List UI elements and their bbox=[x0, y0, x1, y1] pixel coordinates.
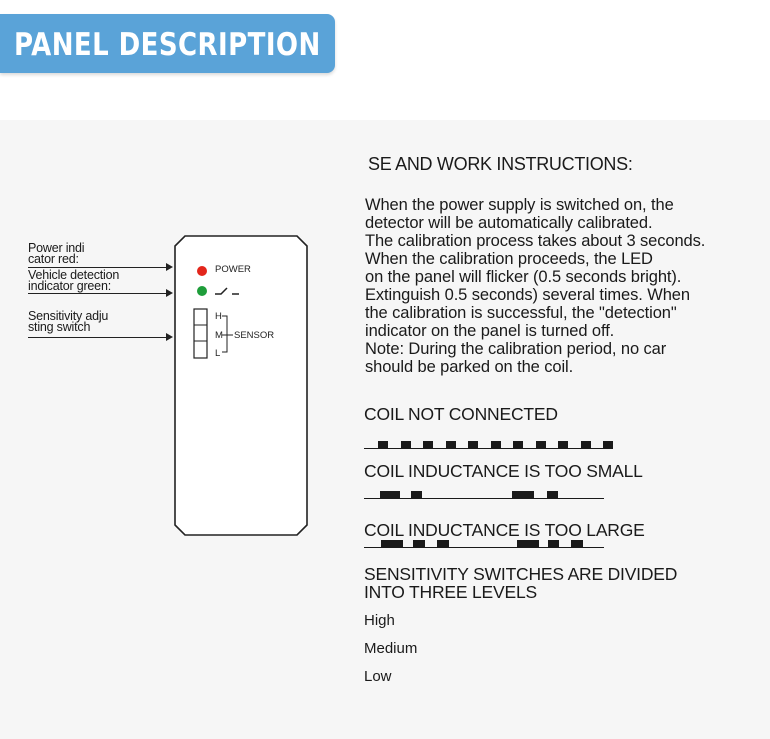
header-band bbox=[0, 0, 770, 120]
sensitivity-level-low: Low bbox=[364, 668, 392, 685]
pulse-mark bbox=[401, 441, 411, 449]
pulse-mark bbox=[446, 441, 456, 449]
indication-label-not-connected: COIL NOT CONNECTED bbox=[364, 404, 558, 424]
callout-sensitivity-arrow-line bbox=[28, 337, 166, 338]
switch-level-low: L bbox=[215, 348, 221, 359]
device-panel bbox=[174, 235, 308, 536]
pulse-mark bbox=[581, 441, 591, 449]
instruction-line: When the calibration proceeds, the LED bbox=[365, 250, 653, 268]
page-title: PANEL DESCRIPTION bbox=[14, 27, 321, 63]
pulse-mark bbox=[558, 441, 568, 449]
switch-level-high: H bbox=[215, 311, 222, 322]
pulse-mark bbox=[536, 441, 546, 449]
pulse-mark bbox=[411, 491, 422, 499]
sensitivity-heading-line2: INTO THREE LEVELS bbox=[364, 582, 537, 602]
pulse-mark bbox=[381, 540, 403, 548]
callout-sensitivity-line1: Sensitivity adju bbox=[28, 309, 109, 323]
instruction-line: indicator on the panel is turned off. bbox=[365, 322, 615, 340]
instruction-line: should be parked on the coil. bbox=[365, 358, 574, 376]
instruction-line: When the power supply is switched on, the bbox=[365, 196, 674, 214]
pulse-mark bbox=[491, 441, 501, 449]
pulse-mark bbox=[603, 441, 613, 449]
instruction-line: Extinguish 0.5 seconds) several times. When bbox=[365, 286, 690, 304]
callout-detect-arrow-line bbox=[28, 293, 166, 294]
callout-sensitivity-arrow-head bbox=[166, 333, 173, 341]
pulse-mark bbox=[413, 540, 425, 548]
pulse-mark bbox=[571, 540, 583, 548]
pulse-mark bbox=[513, 441, 523, 449]
callout-detect-arrow-head bbox=[166, 289, 173, 297]
indication-label-too-large: COIL INDUCTANCE IS TOO LARGE bbox=[364, 520, 645, 540]
pulse-mark bbox=[548, 540, 559, 548]
callout-power-line2: cator red: bbox=[28, 252, 79, 266]
sensitivity-switch[interactable] bbox=[193, 308, 233, 360]
sensitivity-level-medium: Medium bbox=[364, 640, 418, 657]
sensor-label: SENSOR bbox=[234, 330, 275, 341]
instruction-line: detector will be automatically calibrated. bbox=[365, 214, 653, 232]
pulse-mark bbox=[468, 441, 478, 449]
callout-power-arrow-head bbox=[166, 263, 173, 271]
pulse-mark bbox=[512, 491, 534, 499]
power-label: POWER bbox=[215, 264, 251, 275]
pulse-mark bbox=[437, 540, 449, 548]
callout-detect-line2: indicator green: bbox=[28, 279, 111, 293]
detect-symbol-icon bbox=[214, 285, 244, 297]
sensitivity-heading-line1: SENSITIVITY SWITCHES ARE DIVIDED bbox=[364, 564, 678, 584]
pulse-baseline-too-small bbox=[364, 498, 604, 499]
instructions-heading: SE AND WORK INSTRUCTIONS: bbox=[368, 154, 633, 174]
instruction-line: Note: During the calibration period, no car bbox=[365, 340, 667, 358]
pulse-mark bbox=[547, 491, 558, 499]
power-led bbox=[197, 266, 207, 276]
instruction-line: The calibration process takes about 3 seconds. bbox=[365, 232, 706, 250]
pulse-mark bbox=[380, 491, 400, 499]
pulse-mark bbox=[423, 441, 433, 449]
pulse-mark bbox=[517, 540, 539, 548]
sensitivity-level-high: High bbox=[364, 612, 395, 629]
indication-label-too-small: COIL INDUCTANCE IS TOO SMALL bbox=[364, 461, 643, 481]
pulse-mark bbox=[378, 441, 388, 449]
callout-detect-line1: Vehicle detection bbox=[28, 268, 120, 282]
instruction-line: the calibration is successful, the "detection" bbox=[365, 304, 677, 322]
instruction-line: on the panel will flicker (0.5 seconds bright). bbox=[365, 268, 682, 286]
detect-led bbox=[197, 286, 207, 296]
callout-sensitivity-line2: sting switch bbox=[28, 320, 91, 334]
switch-level-medium: M bbox=[215, 330, 223, 341]
callout-power-line1: Power indi bbox=[28, 241, 85, 255]
